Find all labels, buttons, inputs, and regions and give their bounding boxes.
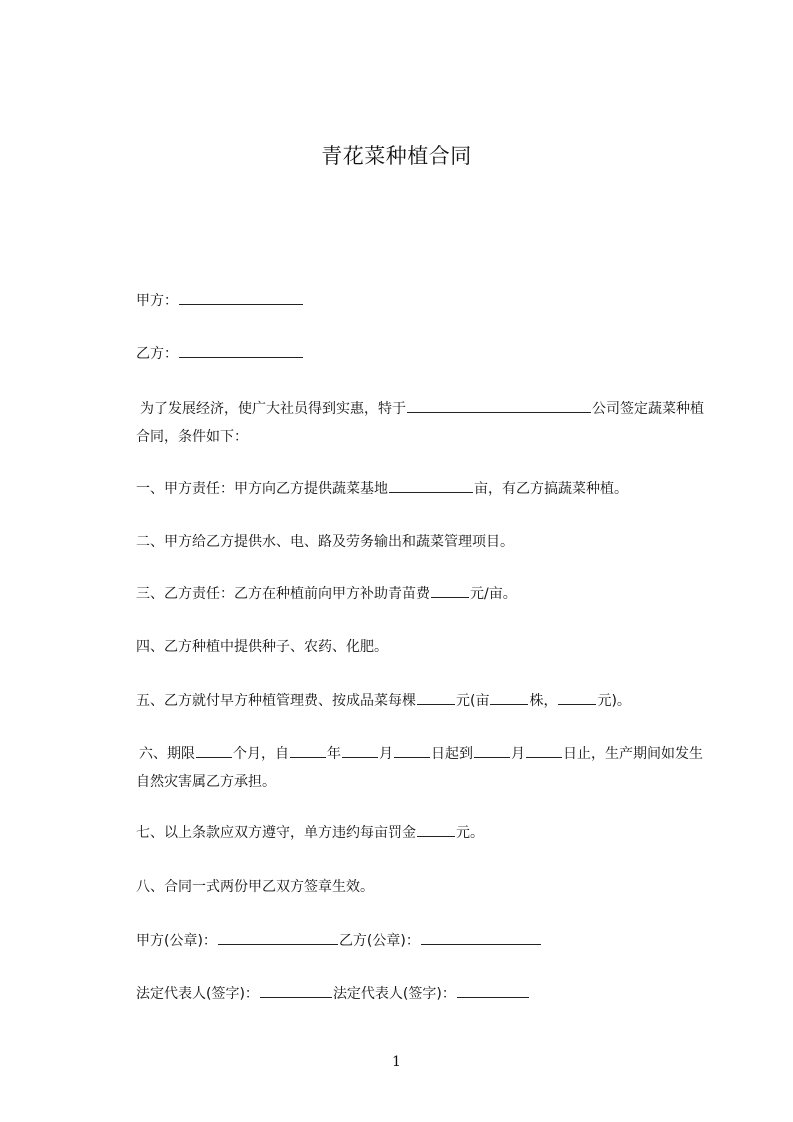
clause-4 [136,634,388,660]
intro-text-2: 公司签定蔬菜种植合同，条件如下： [136,401,704,445]
clause-7-text-2: 元。 [456,825,484,841]
party-b-seal-label: 乙方(公章)： [338,933,420,949]
party-b-signature-label: 法定代表人(签字)： [332,986,456,1002]
document-title: 青花菜种植合同 [321,144,472,168]
party-b-label: 乙方： [136,346,178,362]
end-day-blank [526,742,562,758]
clause-3-text-2: 元/亩。 [470,586,517,602]
start-month-blank [342,742,378,758]
intro-paragraph [136,395,706,451]
term-months-blank [196,742,232,758]
penalty-blank [417,821,455,837]
clause-5-text-2: 元(亩 [456,693,490,709]
clause-1-text-1: 一、甲方责任：甲方向乙方提供蔬菜基地 [136,481,388,497]
clause-6-text-6: 月 [511,746,525,762]
party-a-signature-blank [260,982,332,998]
seedling-fee-blank [431,582,469,598]
party-a-blank [179,289,303,305]
per-plant-fee-blank [417,689,455,705]
signature-line [136,981,530,1007]
clause-8 [136,874,374,900]
clause-6-text-5: 日起到 [431,746,473,762]
clause-7-text-1: 七、以上条款应双方遵守，单方违约每亩罚金 [136,825,416,841]
clause-6-text-4: 月 [379,746,393,762]
clause-3 [136,581,517,607]
area-blank [389,477,473,493]
end-month-blank [474,742,510,758]
amount-blank [558,689,596,705]
seal-line [136,928,542,954]
clause-8-text: 八、合同一式两份甲乙双方签章生效。 [136,879,374,895]
clause-5-text-1: 五、乙方就付早方种植管理费、按成品菜每棵 [136,693,416,709]
clause-4-text: 四、乙方种植中提供种子、农药、化肥。 [136,639,388,655]
start-year-blank [290,742,326,758]
clause-2 [136,529,514,555]
party-a-seal-blank [218,929,338,945]
party-a-seal-label: 甲方(公章)： [136,933,217,949]
clause-2-text: 二、甲方给乙方提供水、电、路及劳务输出和蔬菜管理项目。 [136,534,514,550]
intro-text-1: 为了发展经济，使广大社员得到实惠，特于 [140,401,406,417]
clause-1 [136,476,628,502]
party-b-line [136,341,304,367]
clause-7 [136,820,484,846]
party-a-label: 甲方： [136,293,178,309]
clause-6-text-3: 年 [327,746,341,762]
page-number: 1 [392,1054,401,1070]
clause-5-text-3: 株， [529,693,558,709]
start-day-blank [394,742,430,758]
clause-6-text-7: 日止，生产期间如发生自然灾害属乙方承担。 [136,746,703,790]
plants-per-mu-blank [490,689,528,705]
company-blank [407,397,591,413]
clause-5-text-4: 元)。 [597,693,631,709]
clause-5 [136,688,631,714]
clause-6 [136,740,706,796]
party-b-blank [179,342,303,358]
clause-3-text-1: 三、乙方责任：乙方在种植前向甲方补助青苗费 [136,586,430,602]
party-a-signature-label: 法定代表人(签字)： [136,986,259,1002]
party-a-line [136,288,304,314]
party-b-signature-blank [457,982,529,998]
clause-6-text-2: 个月，自 [233,746,289,762]
clause-1-text-2: 亩，有乙方搞蔬菜种植。 [474,481,628,497]
party-b-seal-blank [421,929,541,945]
clause-6-text-1: 六、期限 [139,746,195,762]
